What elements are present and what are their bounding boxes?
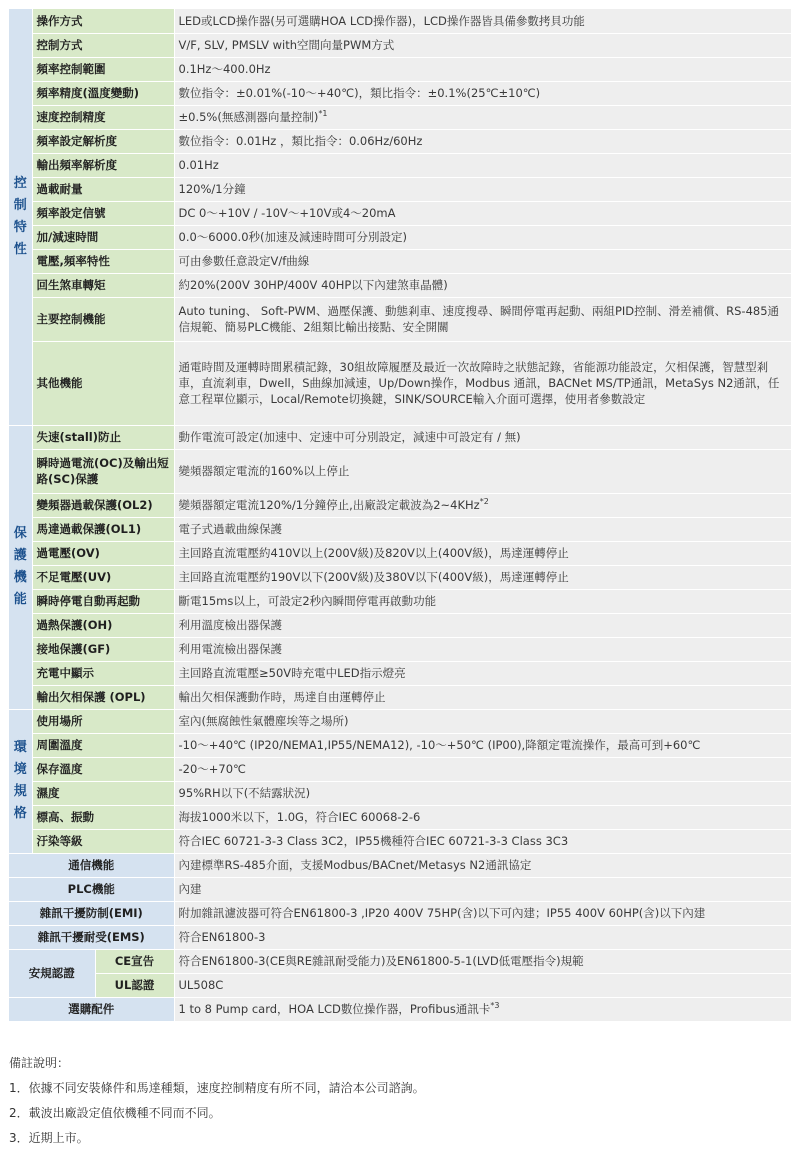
spec-label: 頻率控制範圍: [32, 57, 174, 81]
spec-row: [9, 57, 791, 81]
spec-label: 保存溫度: [32, 757, 174, 781]
spec-row: [9, 341, 791, 425]
spec-value-text: 0.01Hz: [178, 158, 219, 172]
spec-row: [9, 273, 791, 297]
spec-value-text: 室內(無腐蝕性氣體塵埃等之場所): [178, 714, 349, 728]
spec-label: 操作方式: [32, 9, 174, 33]
spec-value-text: 變頻器額定電流的160%以上停止: [178, 464, 350, 478]
spec-value: [174, 805, 791, 829]
spec-label: 輸出頻率解析度: [32, 153, 174, 177]
spec-value-text: 主回路直流電壓約410V以上(200V級)及820V以上(400V級)，馬達運轉停止: [178, 546, 569, 560]
spec-value-text: 1 to 8 Pump card，HOA LCD數位操作器，Profibus通訊卡: [178, 1002, 491, 1016]
spec-label: 頻率設定信號: [32, 201, 174, 225]
spec-row: [9, 81, 791, 105]
spec-label: 控制方式: [32, 33, 174, 57]
spec-row: [9, 225, 791, 249]
spec-value-text: DC 0～+10V / -10V～+10V或4～20mA: [178, 206, 396, 220]
spec-value: [174, 493, 791, 517]
spec-label: 馬達過載保護(OL1): [32, 517, 174, 541]
spec-value-text: 變頻器額定電流120%/1分鐘停止,出廠設定載波為2~4KHz: [178, 498, 480, 512]
spec-value-text: 利用溫度檢出器保護: [178, 618, 282, 632]
spec-row: [9, 493, 791, 517]
spec-label: 過載耐量: [32, 177, 174, 201]
spec-value-text: 120%/1分鐘: [178, 182, 246, 196]
spec-row: [9, 709, 791, 733]
spec-value-text: -10～+40℃ (IP20/NEMA1,IP55/NEMA12), -10～+50℃ (IP00),降額定電流操作，最高可到+60℃: [178, 738, 701, 752]
spec-value: [174, 9, 791, 33]
group-label-environment: [9, 709, 32, 853]
spec-row: [9, 637, 791, 661]
spec-value: [174, 709, 791, 733]
spec-value: [174, 877, 791, 901]
spec-value-text: 附加雜訊濾波器可符合EN61800-3 ,IP20 400V 75HP(含)以下可內建；IP55 400V 60HP(含)以下內建: [178, 906, 706, 920]
spec-label: 頻率精度(溫度變動): [32, 81, 174, 105]
spec-value: [174, 449, 791, 493]
spec-row: [9, 829, 791, 853]
cert-row-ul: [9, 973, 791, 997]
spec-row: [9, 129, 791, 153]
spec-row: [9, 853, 791, 877]
footnote-marker: *1: [318, 109, 328, 119]
spec-table: [9, 9, 792, 1022]
spec-value: [174, 757, 791, 781]
spec-value: [174, 829, 791, 853]
spec-row: [9, 177, 791, 201]
spec-value-text: 符合EN61800-3: [178, 930, 266, 944]
group-label-text: 保 護 機 能: [13, 526, 27, 607]
spec-label: PLC機能: [9, 877, 174, 901]
spec-row: [9, 105, 791, 129]
spec-label: 其他機能: [32, 341, 174, 425]
spec-value-text: 動作電流可設定(加速中、定速中可分別設定，減速中可設定有 / 無): [178, 430, 521, 444]
spec-label: 主要控制機能: [32, 297, 174, 341]
spec-label: 瞬時過電流(OC)及輸出短路(SC)保護: [32, 449, 174, 493]
spec-row: [9, 757, 791, 781]
spec-value: [174, 661, 791, 685]
ce-value: 符合EN61800-3(CE與RE雜訊耐受能力)及EN61800-5-1(LVD低電壓指令)規範: [174, 949, 791, 973]
accessories-row: [9, 997, 791, 1021]
spec-value-text: 主回路直流電壓≥50V時充電中LED指示燈亮: [178, 666, 406, 680]
spec-value-text: V/F, SLV, PMSLV with空間向量PWM方式: [178, 38, 395, 52]
spec-row: [9, 733, 791, 757]
cert-row-ce: [9, 949, 791, 973]
spec-label: 回生煞車轉矩: [32, 273, 174, 297]
spec-value-text: -20～+70℃: [178, 762, 246, 776]
spec-value: [174, 105, 791, 129]
spec-value-text: 海拔1000米以下，1.0G，符合IEC 60068-2-6: [178, 810, 421, 824]
spec-value: [174, 541, 791, 565]
notes-title: 備註說明：: [9, 1056, 70, 1070]
footnote-marker: *3: [490, 1001, 500, 1011]
spec-row: [9, 925, 791, 949]
spec-value: [174, 997, 791, 1021]
spec-label: 失速(stall)防止: [32, 425, 174, 449]
spec-row: [9, 449, 791, 493]
spec-value-text: 通電時間及運轉時間累積記錄，30組故障履歷及最近一次故障時之狀態記錄，省能源功能設定，欠相保護，智慧型剎車，直流剎車，Dwell，S曲線加減速，Up/Down操作，Modbus 通訊，BACNet MS/TP通訊，MetaSys N2通訊，任意工程單位顯示，Local/Remote切換鍵，SINK/SOURCE輸入介面可選擇，使用者參數設定: [178, 360, 780, 406]
spec-label: 接地保護(GF): [32, 637, 174, 661]
note-item-1: 1．依據不同安裝條件和馬達種類，速度控制精度有所不同，請洽本公司諮詢。: [9, 1081, 425, 1095]
spec-value-text: 電子式過載曲線保護: [178, 522, 282, 536]
spec-label: 通信機能: [9, 853, 174, 877]
spec-value-text: Auto tuning、 Soft-PWM、過壓保護、動態剎車、速度搜尋、瞬間停電再起動、兩組PID控制、滑差補償、RS-485通信規範、簡易PLC機能、2組類比輸出接點、安全開關: [178, 304, 780, 334]
ul-label: UL認證: [95, 973, 174, 997]
spec-value-text: 數位指令：0.01Hz ，類比指令：0.06Hz/60Hz: [178, 134, 423, 148]
spec-value-text: 輸出欠相保護動作時，馬達自由運轉停止: [178, 690, 386, 704]
spec-value-text: LED或LCD操作器(另可選購HOA LCD操作器)，LCD操作器皆具備參數拷貝功能: [178, 13, 585, 28]
spec-row: [9, 425, 791, 449]
spec-value: [174, 57, 791, 81]
spec-value: [174, 225, 791, 249]
spec-label: 變頻器過載保護(OL2): [32, 493, 174, 517]
spec-row: [9, 661, 791, 685]
group-label-protection: [9, 425, 32, 709]
spec-value-text: 內建: [178, 882, 202, 896]
spec-value: [174, 425, 791, 449]
spec-label: 電壓,頻率特性: [32, 249, 174, 273]
spec-value: [174, 81, 791, 105]
spec-value: [174, 273, 791, 297]
note-item-3: 3．近期上市。: [9, 1131, 89, 1145]
spec-value-text: 符合IEC 60721-3-3 Class 3C2，IP55機種符合IEC 60721-3-3 Class 3C3: [178, 834, 569, 848]
spec-label: 汙染等級: [32, 829, 174, 853]
spec-row: [9, 153, 791, 177]
spec-row: [9, 685, 791, 709]
spec-label: 使用場所: [32, 709, 174, 733]
spec-row: [9, 297, 791, 341]
spec-label: 速度控制精度: [32, 105, 174, 129]
spec-label: 雜訊干擾防制(EMI): [9, 901, 174, 925]
spec-row: [9, 589, 791, 613]
spec-label: 過熱保護(OH): [32, 613, 174, 637]
spec-value: [174, 733, 791, 757]
spec-label: 過電壓(OV): [32, 541, 174, 565]
spec-value: [174, 613, 791, 637]
spec-value: [174, 341, 791, 425]
group-label-control: [9, 9, 32, 425]
spec-value: [174, 201, 791, 225]
spec-value-text: 0.0～6000.0秒(加速及減速時間可分別設定): [178, 230, 407, 244]
spec-value: [174, 153, 791, 177]
spec-value: [174, 781, 791, 805]
spec-table-body: [9, 9, 791, 1021]
spec-label: 充電中顯示: [32, 661, 174, 685]
spec-row: [9, 565, 791, 589]
spec-row: [9, 201, 791, 225]
spec-row: [9, 877, 791, 901]
spec-value: [174, 249, 791, 273]
spec-value-text: 95%RH以下(不結露狀況): [178, 786, 311, 800]
accessories-label: 選購配件: [9, 997, 174, 1021]
spec-row: [9, 901, 791, 925]
note-item-2: 2．載波出廠設定值依機種不同而不同。: [9, 1106, 221, 1120]
spec-row: [9, 249, 791, 273]
spec-label: 輸出欠相保護 (OPL): [32, 685, 174, 709]
spec-value-text: 利用電流檢出器保護: [178, 642, 282, 656]
spec-value-text: 數位指令：±0.01%(-10～+40℃)，類比指令：±0.1%(25℃±10℃): [178, 86, 541, 100]
spec-value: [174, 129, 791, 153]
spec-value-text: 主回路直流電壓約190V以下(200V級)及380V以下(400V級)，馬達運轉停止: [178, 570, 569, 584]
spec-row: [9, 33, 791, 57]
spec-label: 頻率設定解析度: [32, 129, 174, 153]
cert-label: 安規認證: [9, 949, 95, 997]
spec-value: [174, 925, 791, 949]
spec-value: [174, 517, 791, 541]
ce-label: CE宣告: [95, 949, 174, 973]
notes-section: [9, 1051, 791, 1151]
spec-value: [174, 33, 791, 57]
spec-value: [174, 177, 791, 201]
spec-label: 不足電壓(UV): [32, 565, 174, 589]
spec-value: [174, 685, 791, 709]
footnote-marker: *2: [479, 497, 489, 507]
spec-value: [174, 853, 791, 877]
spec-label: 濕度: [32, 781, 174, 805]
spec-value-text: 斷電15ms以上，可設定2秒內瞬間停電再啟動功能: [178, 594, 437, 608]
spec-value: [174, 297, 791, 341]
group-label-text: 控 制 特 性: [13, 175, 27, 257]
spec-row: [9, 517, 791, 541]
spec-label: 瞬時停電自動再起動: [32, 589, 174, 613]
spec-value-text: 0.1Hz～400.0Hz: [178, 62, 271, 76]
spec-value-text: 內建標準RS-485介面，支援Modbus/BACnet/Metasys N2通訊協定: [178, 858, 532, 872]
spec-row: [9, 805, 791, 829]
spec-label: 周圍溫度: [32, 733, 174, 757]
group-label-text: 環 境 規 格: [13, 740, 27, 821]
ul-value: UL508C: [174, 973, 791, 997]
spec-row: [9, 613, 791, 637]
spec-row: [9, 781, 791, 805]
spec-row: [9, 9, 791, 33]
spec-value: [174, 589, 791, 613]
spec-value: [174, 565, 791, 589]
spec-value-text: ±0.5%(無感測器向量控制): [178, 110, 319, 124]
spec-value-text: 可由參數任意設定V/f曲線: [178, 254, 310, 268]
spec-value-text: 約20%(200V 30HP/400V 40HP以下內建煞車晶體): [178, 278, 448, 292]
spec-label: 標高、振動: [32, 805, 174, 829]
spec-value: [174, 901, 791, 925]
spec-label: 加/減速時間: [32, 225, 174, 249]
spec-label: 雜訊干擾耐受(EMS): [9, 925, 174, 949]
spec-row: [9, 541, 791, 565]
spec-value: [174, 637, 791, 661]
